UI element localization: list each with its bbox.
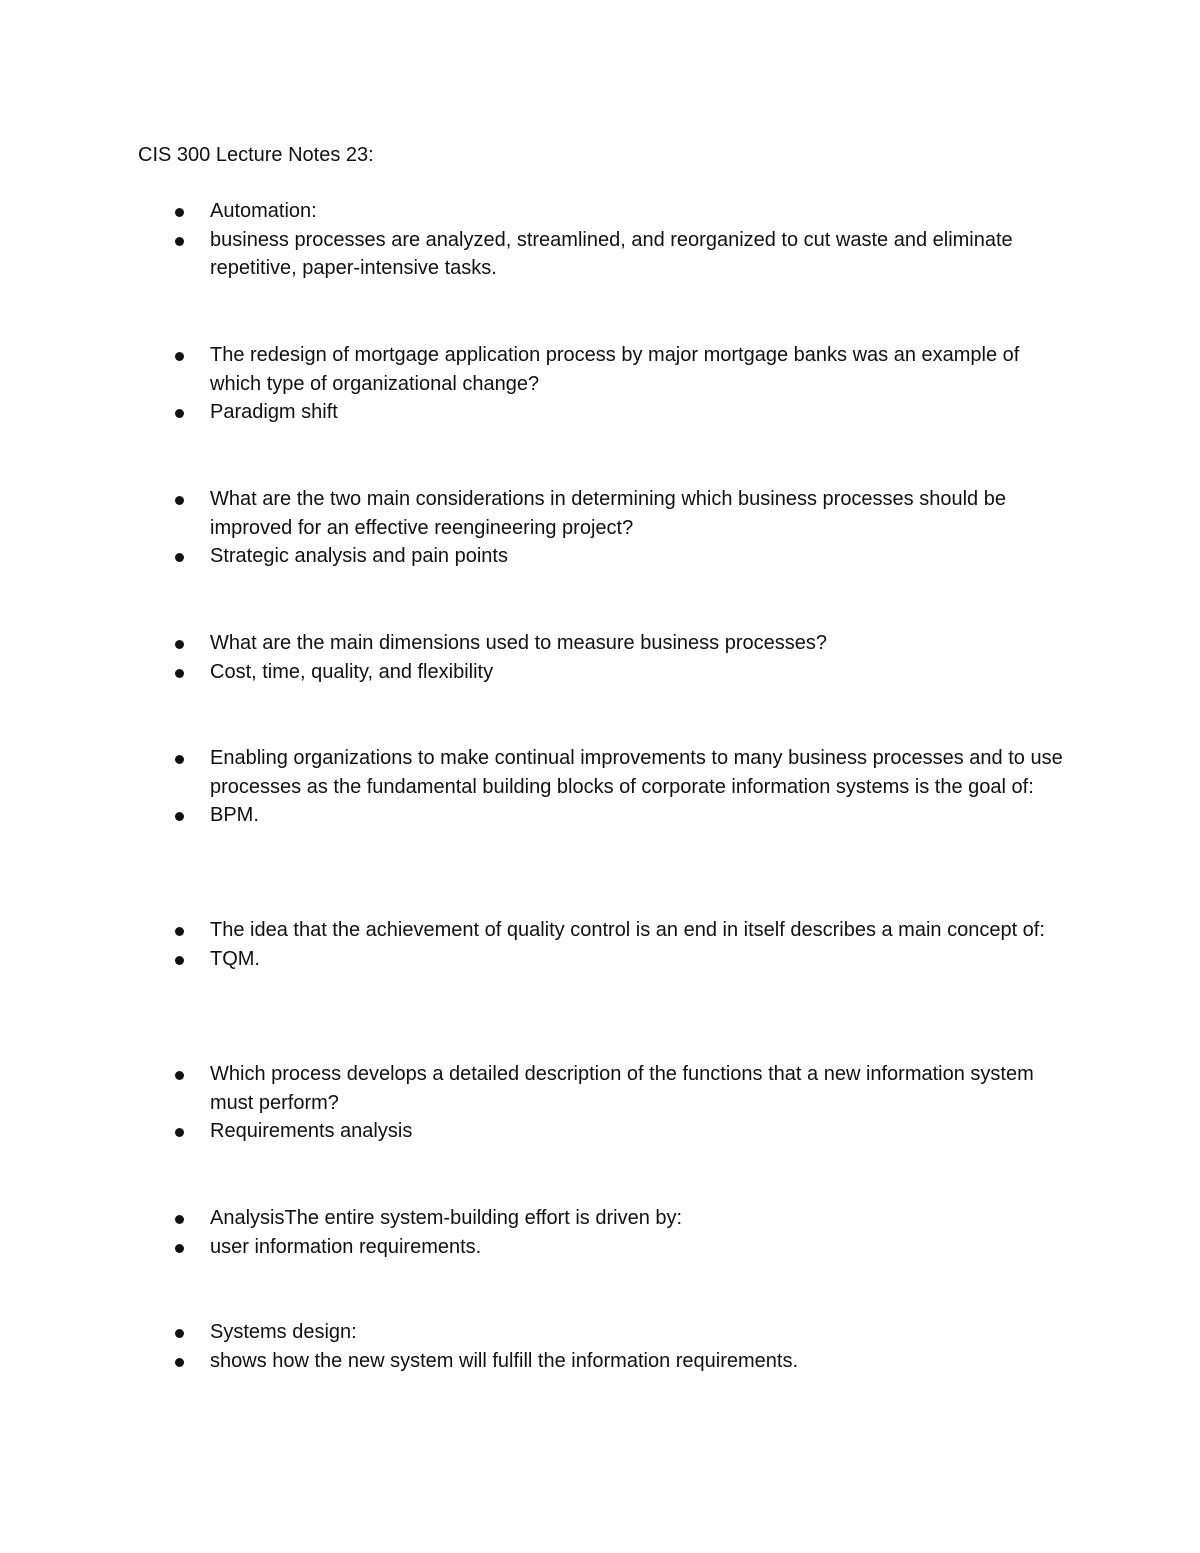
list-item (0, 226, 1070, 283)
list-item (0, 744, 1070, 801)
bullet-icon (175, 640, 184, 649)
bullet-icon (175, 1128, 184, 1137)
bullet-icon (175, 927, 184, 936)
list-item-text: business processes are analyzed, streamlined, and reorganized to cut waste and eliminate repetitive, paper-intensive tasks. (210, 228, 1013, 280)
bullet-icon (175, 409, 184, 418)
notes-group-reengineering (0, 485, 1200, 571)
list-item-text: BPM. (210, 804, 259, 827)
bullet-icon (175, 1244, 184, 1253)
notes-group-measurement (0, 629, 1200, 686)
list-item-text: Automation: (210, 200, 317, 222)
notes-group-tqm (0, 916, 1200, 973)
bullet-icon (175, 1329, 184, 1338)
list-item-text: Systems design: (210, 1321, 357, 1343)
list-item-text: Enabling organizations to make continual improvements to many business processes and to use processes as the fundamental building blocks of corporate information systems is the goal of: (210, 747, 1063, 798)
list-item-text: What are the main dimensions used to measure business processes? (210, 632, 827, 654)
list-item-text: What are the two main considerations in determining which business processes should be improved for an effective reengineering project? (210, 488, 1006, 539)
bullet-icon (175, 669, 184, 678)
list-item (0, 1060, 1070, 1117)
list-item (0, 658, 1070, 687)
bullet-icon (175, 352, 184, 361)
page-title: CIS 300 Lecture Notes 23: (138, 144, 374, 166)
list-item (0, 1318, 1070, 1347)
list-item (0, 1347, 1070, 1376)
notes-group-organizational-change (0, 341, 1200, 427)
list-item (0, 485, 1070, 542)
bullet-icon (175, 237, 184, 246)
list-item-text: user information requirements. (210, 1235, 482, 1258)
bullet-icon (175, 812, 184, 821)
bullet-icon (175, 1215, 184, 1224)
list-item-text: TQM. (210, 947, 260, 970)
list-item-text: shows how the new system will fulfill the information requirements. (210, 1349, 799, 1372)
notes-group-system-building (0, 1204, 1200, 1261)
list-item (0, 945, 1070, 974)
list-item (0, 341, 1070, 398)
bullet-icon (175, 755, 184, 764)
list-item (0, 629, 1070, 658)
list-item (0, 1233, 1070, 1262)
list-item (0, 801, 1070, 830)
list-item-text: Cost, time, quality, and flexibility (210, 660, 494, 683)
list-item-text: AnalysisThe entire system-building effort is driven by: (210, 1207, 683, 1229)
list-item (0, 398, 1070, 427)
list-item-text: The idea that the achievement of quality control is an end in itself describes a main concept of: (210, 919, 1045, 941)
list-item (0, 542, 1070, 571)
list-item-text: Requirements analysis (210, 1120, 413, 1143)
bullet-icon (175, 553, 184, 562)
bullet-icon (175, 1358, 184, 1367)
list-item-text: Strategic analysis and pain points (210, 545, 508, 568)
list-item (0, 1117, 1070, 1146)
list-item (0, 197, 1070, 226)
notes-group-requirements (0, 1060, 1200, 1146)
bullet-icon (175, 956, 184, 965)
notes-group-bpm (0, 744, 1200, 830)
list-item-text: The redesign of mortgage application process by major mortgage banks was an example of which type of organizational change? (210, 344, 1020, 395)
notes-group-systems-design (0, 1318, 1200, 1375)
list-item-text: Paradigm shift (210, 401, 338, 424)
bullet-icon (175, 496, 184, 505)
notes-group-automation (0, 197, 1200, 283)
bullet-icon (175, 208, 184, 217)
list-item (0, 916, 1070, 945)
bullet-icon (175, 1071, 184, 1080)
list-item (0, 1204, 1070, 1233)
list-item-text: Which process develops a detailed description of the functions that a new information system must perform? (210, 1063, 1034, 1114)
